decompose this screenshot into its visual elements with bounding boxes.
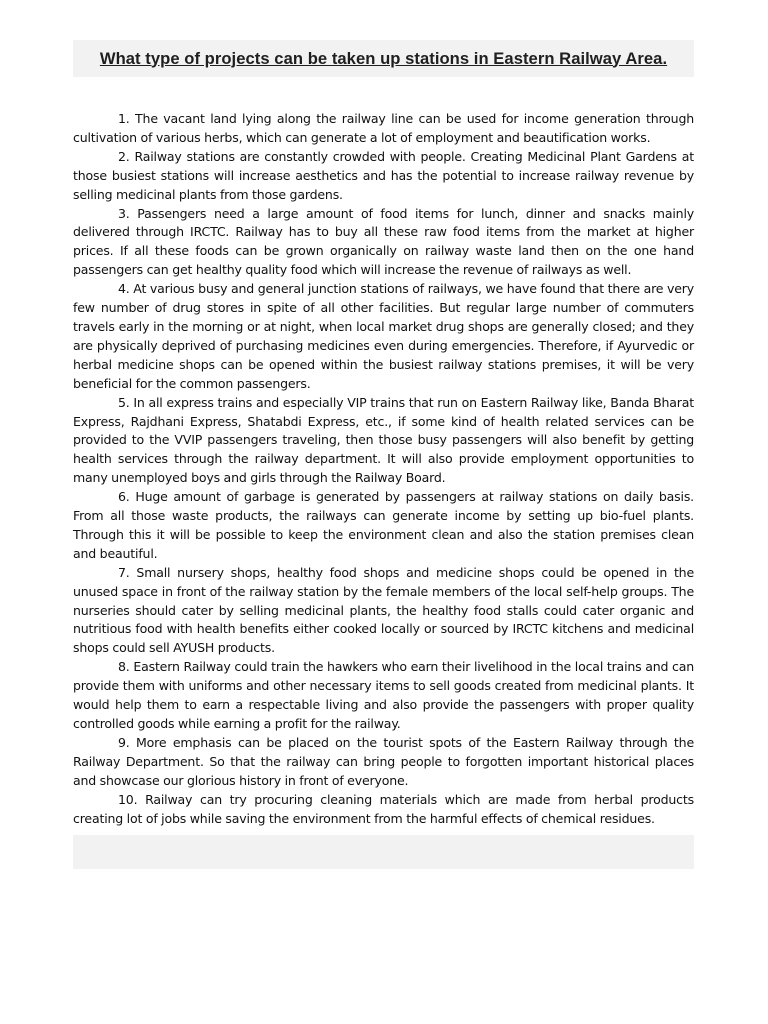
paragraph-4: 4. At various busy and general junction stations of railways, we have found that there are very few number of drug stores in spite of all other facilities. But regular large number of commuters travels early in the morning or at night, when local market drug shops are generally closed; and they are physically deprived of purchasing medicines even during emergencies. Therefore, if Ayurvedic or herbal medicine shops can be opened within the busiest railway stations premises, it will be very beneficial for the common passengers. [73,281,694,391]
paragraph-3: 3. Passengers need a large amount of food items for lunch, dinner and snacks mainly delivered through IRCTC. Railway has to buy all these raw food items from the market at higher prices. If all these foods can be grown organically on railway waste land then on the one hand passengers can get healthy quality food which will increase the revenue of railways as well. [73,205,694,278]
document-title: What type of projects can be taken up stations in Eastern Railway Area. [99,48,668,68]
paragraph-2: 2. Railway stations are constantly crowded with people. Creating Medicinal Plant Gardens at those busiest stations will increase aesthetics and has the potential to increase railway revenue by selling medicinal plants from those gardens. [73,148,694,202]
paragraph-5: 5. In all express trains and especially VIP trains that run on Eastern Railway like, Banda Bharat Express, Rajdhani Express, Shatabdi Express, etc., if some kind of health related services can be provided to the VVIP passengers traveling, then those busy passengers will also benefit by getting health services through the railway department. It will also provide employment opportunities to many unemployed boys and girls through the Railway Board. [73,394,694,486]
footer-band [73,835,694,869]
paragraph-8: 8. Eastern Railway could train the hawkers who earn their livelihood in the local trains and can provide them with uniforms and other necessary items to sell goods created from medicinal plants. It would help them to earn a respectable living and also provide the passengers with proper quality controlled goods while earning a profit for the railway. [73,659,694,731]
paragraph-6: 6. Huge amount of garbage is generated by passengers at railway stations on daily basis. From all those waste products, the railways can generate income by setting up bio-fuel plants. Through this it will be possible to keep the environment clean and also the station premises clean and beautiful. [73,489,694,561]
paragraph-7: 7. Small nursery shops, healthy food shops and medicine shops could be opened in the unused space in front of the railway station by the female members of the local self-help groups. The nurseries should cater by selling medicinal plants, the healthy food stalls could cater organic and nutritious food with health benefits either cooked locally or sourced by IRCTC kitchens and medicinal shops could sell AYUSH products. [73,564,694,656]
paragraph-10: 10. Railway can try procuring cleaning materials which are made from herbal products creating lot of jobs while saving the environment from the harmful effects of chemical residues. [73,791,694,826]
title-band [73,40,694,77]
document-page [73,40,694,869]
document-body [73,110,694,828]
paragraph-9: 9. More emphasis can be placed on the tourist spots of the Eastern Railway through the Railway Department. So that the railway can bring people to forgotten important historical places and showcase our glorious history in front of everyone. [73,734,694,788]
paragraph-1: 1. The vacant land lying along the railway line can be used for income generation through cultivation of various herbs, which can generate a lot of employment and beautification works. [73,111,694,145]
